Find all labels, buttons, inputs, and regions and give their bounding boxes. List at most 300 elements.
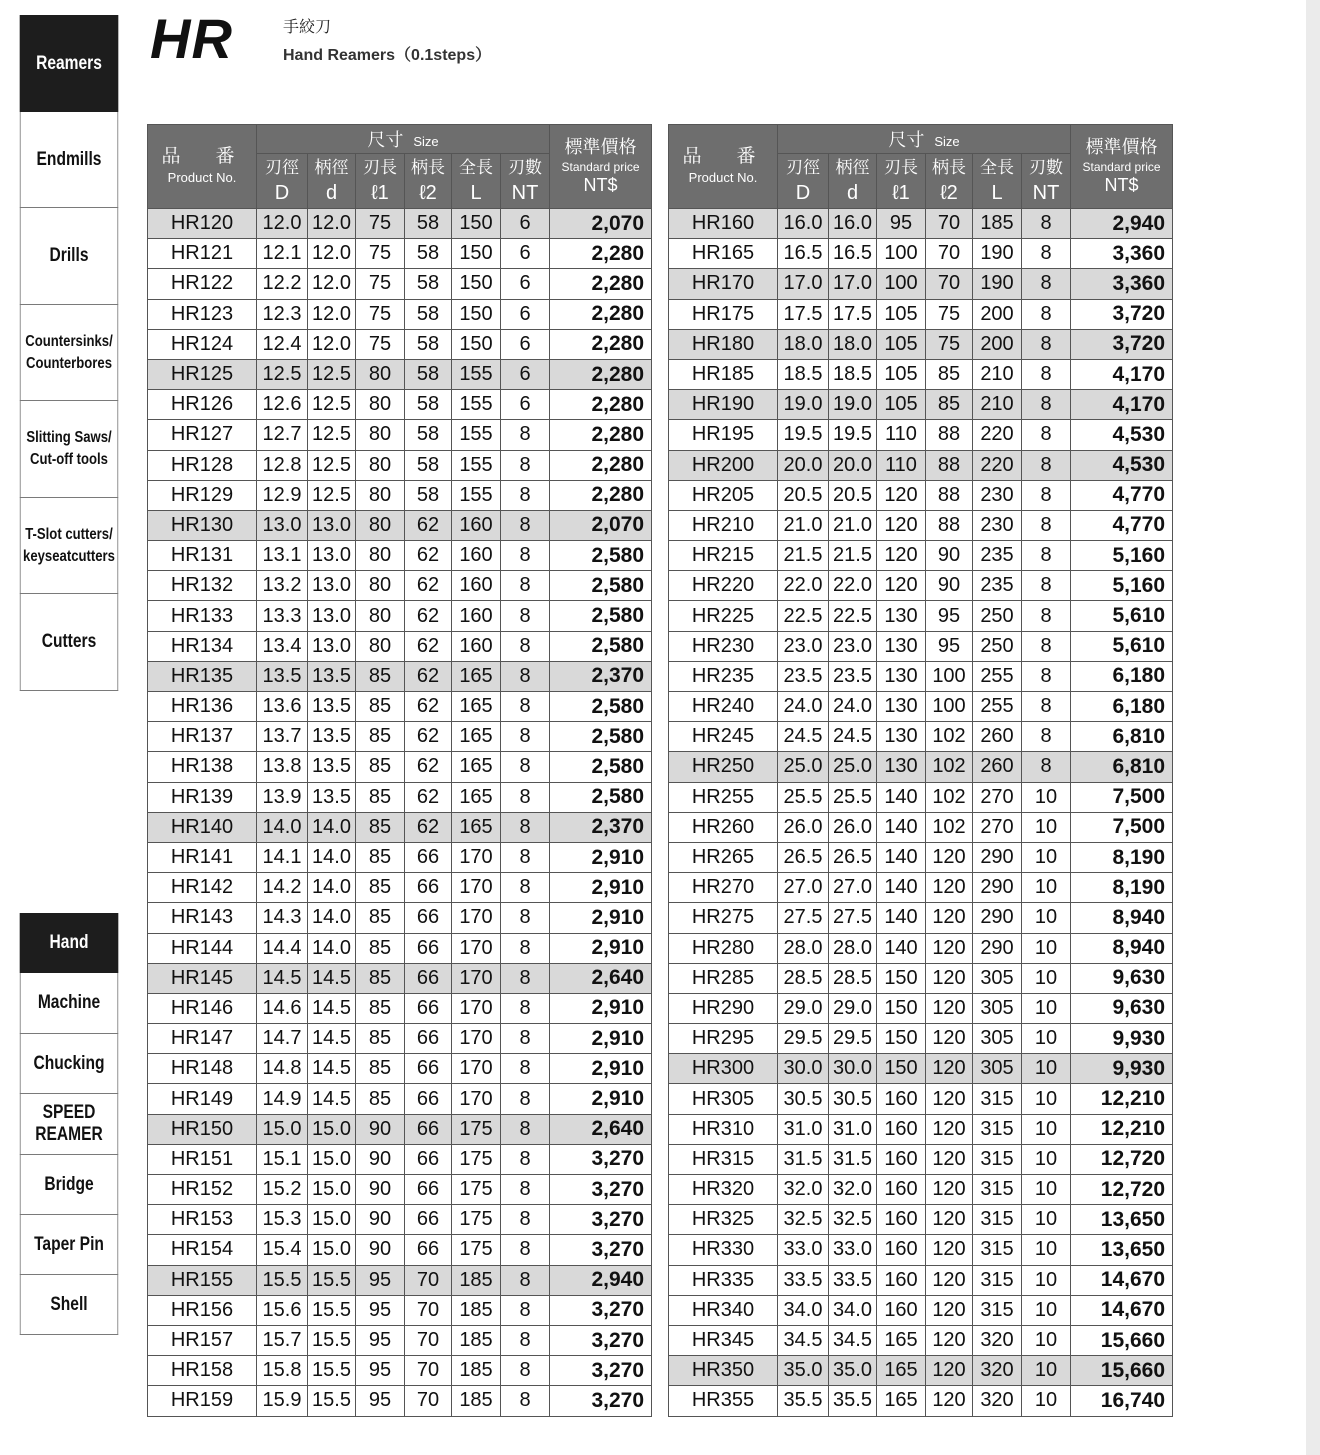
shank-length-cell: 70 [405, 1295, 452, 1325]
shank-dia-cell: 21.0 [829, 510, 877, 540]
overall-length-cell: 290 [973, 842, 1022, 872]
cutting-dia-cell: 12.9 [257, 480, 308, 510]
subnav-bridge[interactable] [20, 1155, 118, 1215]
table-row [148, 1144, 652, 1174]
price-cell: 2,910 [550, 903, 652, 933]
product-no-cell: HR215 [669, 541, 778, 571]
product-no-cell: HR235 [669, 661, 778, 691]
shank-length-cell: 120 [926, 1114, 973, 1144]
cutting-dia-cell: 13.3 [257, 601, 308, 631]
product-no-cell: HR153 [148, 1205, 257, 1235]
shank-dia-cell: 26.0 [829, 812, 877, 842]
flutes-cell: 8 [1022, 329, 1071, 359]
overall-length-cell: 270 [973, 782, 1022, 812]
cutting-dia-cell: 26.5 [778, 842, 829, 872]
cutting-dia-cell: 34.5 [778, 1325, 829, 1355]
flutes-cell: 8 [1022, 601, 1071, 631]
flute-length-cell: 105 [877, 299, 926, 329]
flute-length-cell: 165 [877, 1386, 926, 1416]
cutting-dia-cell: 13.5 [257, 661, 308, 691]
table-row [669, 873, 1173, 903]
subnav-speed-reamer[interactable] [20, 1094, 118, 1155]
shank-dia-cell: 12.5 [308, 390, 356, 420]
shank-dia-cell: 21.5 [829, 541, 877, 571]
shank-length-cell: 88 [926, 480, 973, 510]
cutting-dia-cell: 18.0 [778, 329, 829, 359]
shank-dia-cell: 12.0 [308, 209, 356, 239]
col-cn: 柄長 [411, 158, 445, 178]
price-cell: 5,610 [1071, 601, 1173, 631]
shank-dia-cell: 12.0 [308, 329, 356, 359]
flute-length-cell: 85 [356, 812, 405, 842]
product-no-cell: HR130 [148, 510, 257, 540]
overall-length-cell: 160 [452, 631, 501, 661]
spec-table-left [147, 124, 652, 1417]
cutting-dia-cell: 20.0 [778, 450, 829, 480]
overall-length-cell: 220 [973, 420, 1022, 450]
shank-dia-cell: 35.0 [829, 1356, 877, 1386]
flutes-cell: 8 [1022, 299, 1071, 329]
product-no-cell: HR280 [669, 933, 778, 963]
product-no-cell: HR131 [148, 541, 257, 571]
cutting-dia-cell: 32.5 [778, 1205, 829, 1235]
size-en: Size [413, 134, 439, 149]
shank-dia-cell: 14.5 [308, 993, 356, 1023]
subnav-hand[interactable] [20, 913, 118, 973]
shank-length-cell: 75 [926, 329, 973, 359]
flutes-cell: 8 [1022, 661, 1071, 691]
overall-length-cell: 170 [452, 1024, 501, 1054]
currency-label: NT$ [583, 175, 618, 195]
product-no-cell: HR146 [148, 993, 257, 1023]
table-row [148, 631, 652, 661]
flute-length-cell: 90 [356, 1175, 405, 1205]
subnav-machine[interactable] [20, 973, 118, 1034]
flute-length-cell: 75 [356, 209, 405, 239]
flute-length-cell: 160 [877, 1205, 926, 1235]
price-cell: 2,910 [550, 842, 652, 872]
shank-dia-cell: 14.5 [308, 1084, 356, 1114]
table-row [669, 1325, 1173, 1355]
shank-dia-cell: 16.5 [829, 239, 877, 269]
shank-length-cell: 120 [926, 1024, 973, 1054]
nav-drills[interactable] [20, 208, 118, 305]
shank-length-cell: 66 [405, 963, 452, 993]
product-no-cell: HR330 [669, 1235, 778, 1265]
product-no-cell: HR152 [148, 1175, 257, 1205]
col-sym: d [846, 182, 859, 204]
subnav-label: Taper Pin [34, 1233, 104, 1255]
table-row [669, 692, 1173, 722]
flute-length-cell: 160 [877, 1175, 926, 1205]
flute-length-cell: 160 [877, 1295, 926, 1325]
shank-length-cell: 62 [405, 812, 452, 842]
nav-countersinks[interactable] [20, 305, 118, 401]
nav-label: Reamers [36, 52, 102, 74]
cutting-dia-cell: 33.5 [778, 1265, 829, 1295]
col-cn: 柄長 [932, 158, 966, 178]
shank-dia-cell: 12.0 [308, 269, 356, 299]
overall-length-cell: 175 [452, 1205, 501, 1235]
flutes-cell: 8 [501, 1265, 550, 1295]
cutting-dia-cell: 30.5 [778, 1084, 829, 1114]
price-header [1071, 125, 1173, 209]
shank-dia-cell: 18.5 [829, 359, 877, 389]
table-row [148, 752, 652, 782]
product-no-cn: 品 番 [682, 144, 764, 167]
flute-length-cell: 85 [356, 1084, 405, 1114]
flute-length-cell: 85 [356, 873, 405, 903]
product-no-cell: HR195 [669, 420, 778, 450]
table-body [148, 209, 652, 1417]
price-cell: 2,370 [550, 661, 652, 691]
shank-dia-cell: 30.0 [829, 1054, 877, 1084]
cutting-dia-cell: 12.5 [257, 359, 308, 389]
subnav-label: Machine [37, 992, 101, 1013]
flute-length-cell: 80 [356, 420, 405, 450]
product-no-cell: HR143 [148, 903, 257, 933]
nav-tslot-cutters[interactable] [20, 498, 118, 594]
cutting-dia-cell: 14.7 [257, 1024, 308, 1054]
shank-length-cell: 120 [926, 1205, 973, 1235]
flutes-cell: 8 [501, 1235, 550, 1265]
price-cell: 2,280 [550, 269, 652, 299]
cutting-dia-cell: 16.0 [778, 209, 829, 239]
overall-length-cell: 320 [973, 1356, 1022, 1386]
col-sym: NT [1032, 182, 1060, 204]
product-no-cell: HR137 [148, 722, 257, 752]
shank-length-cell: 120 [926, 1265, 973, 1295]
product-no-cell: HR160 [669, 209, 778, 239]
shank-length-cell: 88 [926, 450, 973, 480]
cutting-dia-cell: 15.7 [257, 1325, 308, 1355]
price-cell: 2,280 [550, 299, 652, 329]
shank-length-cell: 70 [405, 1325, 452, 1355]
product-no-cell: HR144 [148, 933, 257, 963]
flute-length-cell: 80 [356, 631, 405, 661]
price-header [550, 125, 652, 209]
price-cell: 12,210 [1071, 1114, 1173, 1144]
price-cell: 3,360 [1071, 239, 1173, 269]
flute-length-cell: 85 [356, 842, 405, 872]
flutes-cell: 8 [501, 1144, 550, 1174]
table-row [669, 1024, 1173, 1054]
cutting-dia-cell: 21.5 [778, 541, 829, 571]
price-cell: 2,910 [550, 1084, 652, 1114]
product-no-cell: HR295 [669, 1024, 778, 1054]
price-cell: 2,580 [550, 571, 652, 601]
flute-length-cell: 75 [356, 299, 405, 329]
price-cell: 2,070 [550, 510, 652, 540]
flute-length-cell: 120 [877, 510, 926, 540]
table-row [669, 390, 1173, 420]
shank-length-cell: 120 [926, 1235, 973, 1265]
price-cell: 2,940 [550, 1265, 652, 1295]
col-sym: ℓ2 [419, 182, 437, 204]
cutting-dia-cell: 16.5 [778, 239, 829, 269]
product-no-cell: HR180 [669, 329, 778, 359]
table-row [669, 661, 1173, 691]
overall-length-cell: 190 [973, 269, 1022, 299]
overall-length-cell: 170 [452, 933, 501, 963]
shank-dia-cell: 27.0 [829, 873, 877, 903]
price-cell: 3,720 [1071, 299, 1173, 329]
product-no-cell: HR250 [669, 752, 778, 782]
price-cell: 15,660 [1071, 1325, 1173, 1355]
price-cell: 2,280 [550, 329, 652, 359]
table-row [669, 359, 1173, 389]
price-cell: 13,650 [1071, 1235, 1173, 1265]
table-row [669, 1175, 1173, 1205]
product-no-cell: HR325 [669, 1205, 778, 1235]
cutting-dia-cell: 26.0 [778, 812, 829, 842]
overall-length-cell: 305 [973, 993, 1022, 1023]
overall-length-cell: 305 [973, 1024, 1022, 1054]
col-header-l1 [356, 154, 405, 209]
col-cn: 刃長 [884, 158, 918, 178]
nav-label: Slitting Saws/ Cut-off tools [26, 429, 112, 468]
flutes-cell: 8 [501, 842, 550, 872]
col-cn: 刃長 [363, 158, 397, 178]
table-row [669, 812, 1173, 842]
shank-dia-cell: 26.5 [829, 842, 877, 872]
shank-dia-cell: 12.5 [308, 359, 356, 389]
shank-dia-cell: 14.0 [308, 903, 356, 933]
flutes-cell: 8 [1022, 510, 1071, 540]
shank-length-cell: 100 [926, 661, 973, 691]
nav-cutters[interactable] [20, 594, 118, 691]
flute-length-cell: 160 [877, 1144, 926, 1174]
cutting-dia-cell: 12.2 [257, 269, 308, 299]
table-row [148, 933, 652, 963]
overall-length-cell: 165 [452, 661, 501, 691]
overall-length-cell: 165 [452, 692, 501, 722]
flute-length-cell: 130 [877, 661, 926, 691]
price-cell: 15,660 [1071, 1356, 1173, 1386]
flutes-cell: 8 [501, 601, 550, 631]
subnav-label: Bridge [44, 1173, 94, 1195]
flutes-cell: 8 [1022, 692, 1071, 722]
price-cell: 9,930 [1071, 1024, 1173, 1054]
shank-length-cell: 62 [405, 752, 452, 782]
shank-dia-cell: 12.5 [308, 450, 356, 480]
col-sym: ℓ2 [940, 182, 958, 204]
shank-dia-cell: 15.0 [308, 1175, 356, 1205]
price-cell: 3,270 [550, 1386, 652, 1416]
price-cell: 3,720 [1071, 329, 1173, 359]
shank-length-cell: 120 [926, 842, 973, 872]
nav-label: Drills [49, 245, 89, 266]
shank-length-cell: 58 [405, 420, 452, 450]
nav-endmills[interactable] [20, 112, 118, 208]
shank-dia-cell: 13.5 [308, 782, 356, 812]
shank-length-cell: 70 [926, 209, 973, 239]
price-cell: 14,670 [1071, 1295, 1173, 1325]
shank-length-cell: 58 [405, 359, 452, 389]
size-header [257, 125, 550, 154]
shank-length-cell: 66 [405, 933, 452, 963]
price-cell: 8,940 [1071, 933, 1173, 963]
flute-length-cell: 85 [356, 661, 405, 691]
table-row [148, 390, 652, 420]
flutes-cell: 8 [501, 1295, 550, 1325]
price-cell: 12,720 [1071, 1144, 1173, 1174]
shank-dia-cell: 30.5 [829, 1084, 877, 1114]
flute-length-cell: 75 [356, 329, 405, 359]
shank-dia-cell: 14.0 [308, 873, 356, 903]
flutes-cell: 8 [1022, 480, 1071, 510]
table-row [669, 1084, 1173, 1114]
product-no-cell: HR315 [669, 1144, 778, 1174]
overall-length-cell: 315 [973, 1084, 1022, 1114]
subnav-label: Shell [50, 1293, 88, 1315]
overall-length-cell: 230 [973, 510, 1022, 540]
flute-length-cell: 85 [356, 933, 405, 963]
cutting-dia-cell: 12.7 [257, 420, 308, 450]
flutes-cell: 8 [501, 903, 550, 933]
cutting-dia-cell: 24.0 [778, 692, 829, 722]
product-no-cell: HR121 [148, 239, 257, 269]
shank-length-cell: 120 [926, 903, 973, 933]
product-no-cell: HR175 [669, 299, 778, 329]
product-no-en: Product No. [688, 169, 758, 185]
table-row [148, 842, 652, 872]
subnav-taper-pin[interactable] [20, 1215, 118, 1275]
flute-length-cell: 100 [877, 269, 926, 299]
shank-dia-cell: 24.0 [829, 692, 877, 722]
table-row [148, 873, 652, 903]
flutes-cell: 8 [501, 1114, 550, 1144]
price-en: Standard price [1082, 160, 1161, 174]
price-cell: 9,630 [1071, 993, 1173, 1023]
shank-dia-cell: 12.5 [308, 480, 356, 510]
flutes-cell: 10 [1022, 782, 1071, 812]
table-row [669, 933, 1173, 963]
price-cell: 2,640 [550, 963, 652, 993]
overall-length-cell: 165 [452, 812, 501, 842]
subnav-chucking[interactable] [20, 1034, 118, 1094]
shank-length-cell: 58 [405, 390, 452, 420]
price-cell: 3,270 [550, 1356, 652, 1386]
price-cell: 6,180 [1071, 661, 1173, 691]
product-no-cell: HR134 [148, 631, 257, 661]
table-row [669, 1265, 1173, 1295]
flute-length-cell: 160 [877, 1114, 926, 1144]
overall-length-cell: 315 [973, 1235, 1022, 1265]
price-cell: 5,610 [1071, 631, 1173, 661]
flute-length-cell: 95 [356, 1386, 405, 1416]
overall-length-cell: 165 [452, 722, 501, 752]
shank-dia-cell: 20.0 [829, 450, 877, 480]
product-no-cell: HR157 [148, 1325, 257, 1355]
size-header [778, 125, 1071, 154]
nav-reamers[interactable] [20, 15, 118, 112]
overall-length-cell: 315 [973, 1295, 1022, 1325]
title-english: Hand Reamers（0.1steps） [283, 47, 492, 64]
flute-length-cell: 160 [877, 1265, 926, 1295]
flutes-cell: 10 [1022, 1144, 1071, 1174]
shank-dia-cell: 17.0 [829, 269, 877, 299]
shank-dia-cell: 19.5 [829, 420, 877, 450]
shank-dia-cell: 22.0 [829, 571, 877, 601]
product-no-cell: HR170 [669, 269, 778, 299]
shank-dia-cell: 15.5 [308, 1386, 356, 1416]
product-no-en: Product No. [167, 169, 237, 185]
nav-slitting-saws[interactable] [20, 401, 118, 498]
flutes-cell: 10 [1022, 1084, 1071, 1114]
price-cell: 2,280 [550, 239, 652, 269]
shank-dia-cell: 15.5 [308, 1265, 356, 1295]
table-row [669, 510, 1173, 540]
overall-length-cell: 190 [973, 239, 1022, 269]
flutes-cell: 6 [501, 239, 550, 269]
product-no-cell: HR154 [148, 1235, 257, 1265]
price-cell: 5,160 [1071, 541, 1173, 571]
price-cell: 2,280 [550, 359, 652, 389]
price-cell: 4,770 [1071, 510, 1173, 540]
cutting-dia-cell: 22.5 [778, 601, 829, 631]
flutes-cell: 8 [501, 1325, 550, 1355]
shank-length-cell: 120 [926, 1386, 973, 1416]
shank-dia-cell: 12.0 [308, 299, 356, 329]
shank-length-cell: 102 [926, 752, 973, 782]
flutes-cell: 10 [1022, 1205, 1071, 1235]
overall-length-cell: 270 [973, 812, 1022, 842]
price-cell: 2,070 [550, 209, 652, 239]
flutes-cell: 10 [1022, 1386, 1071, 1416]
flute-length-cell: 110 [877, 450, 926, 480]
shank-length-cell: 120 [926, 1144, 973, 1174]
table-row [148, 1024, 652, 1054]
col-cn: 刃數 [508, 158, 542, 178]
flutes-cell: 8 [1022, 571, 1071, 601]
overall-length-cell: 305 [973, 963, 1022, 993]
shank-length-cell: 62 [405, 631, 452, 661]
overall-length-cell: 235 [973, 571, 1022, 601]
cutting-dia-cell: 29.5 [778, 1024, 829, 1054]
product-no-cell: HR126 [148, 390, 257, 420]
shank-length-cell: 66 [405, 1205, 452, 1235]
cutting-dia-cell: 20.5 [778, 480, 829, 510]
shank-dia-cell: 27.5 [829, 903, 877, 933]
overall-length-cell: 175 [452, 1235, 501, 1265]
flutes-cell: 8 [1022, 722, 1071, 752]
table-row [148, 903, 652, 933]
flute-length-cell: 95 [356, 1325, 405, 1355]
flutes-cell: 8 [1022, 359, 1071, 389]
cutting-dia-cell: 15.0 [257, 1114, 308, 1144]
title-chinese: 手絞刀 [283, 17, 332, 36]
cutting-dia-cell: 12.4 [257, 329, 308, 359]
shank-dia-cell: 29.5 [829, 1024, 877, 1054]
price-cell: 2,910 [550, 1024, 652, 1054]
product-no-cn: 品 番 [161, 144, 243, 167]
table-row [148, 329, 652, 359]
shank-length-cell: 62 [405, 571, 452, 601]
cutting-dia-cell: 13.0 [257, 510, 308, 540]
overall-length-cell: 150 [452, 329, 501, 359]
shank-dia-cell: 13.5 [308, 661, 356, 691]
shank-length-cell: 70 [405, 1386, 452, 1416]
shank-length-cell: 62 [405, 722, 452, 752]
size-en: Size [934, 134, 960, 149]
cutting-dia-cell: 24.5 [778, 722, 829, 752]
shank-length-cell: 62 [405, 601, 452, 631]
flutes-cell: 8 [1022, 390, 1071, 420]
cutting-dia-cell: 19.5 [778, 420, 829, 450]
subnav-shell[interactable] [20, 1275, 118, 1335]
flute-length-cell: 130 [877, 601, 926, 631]
